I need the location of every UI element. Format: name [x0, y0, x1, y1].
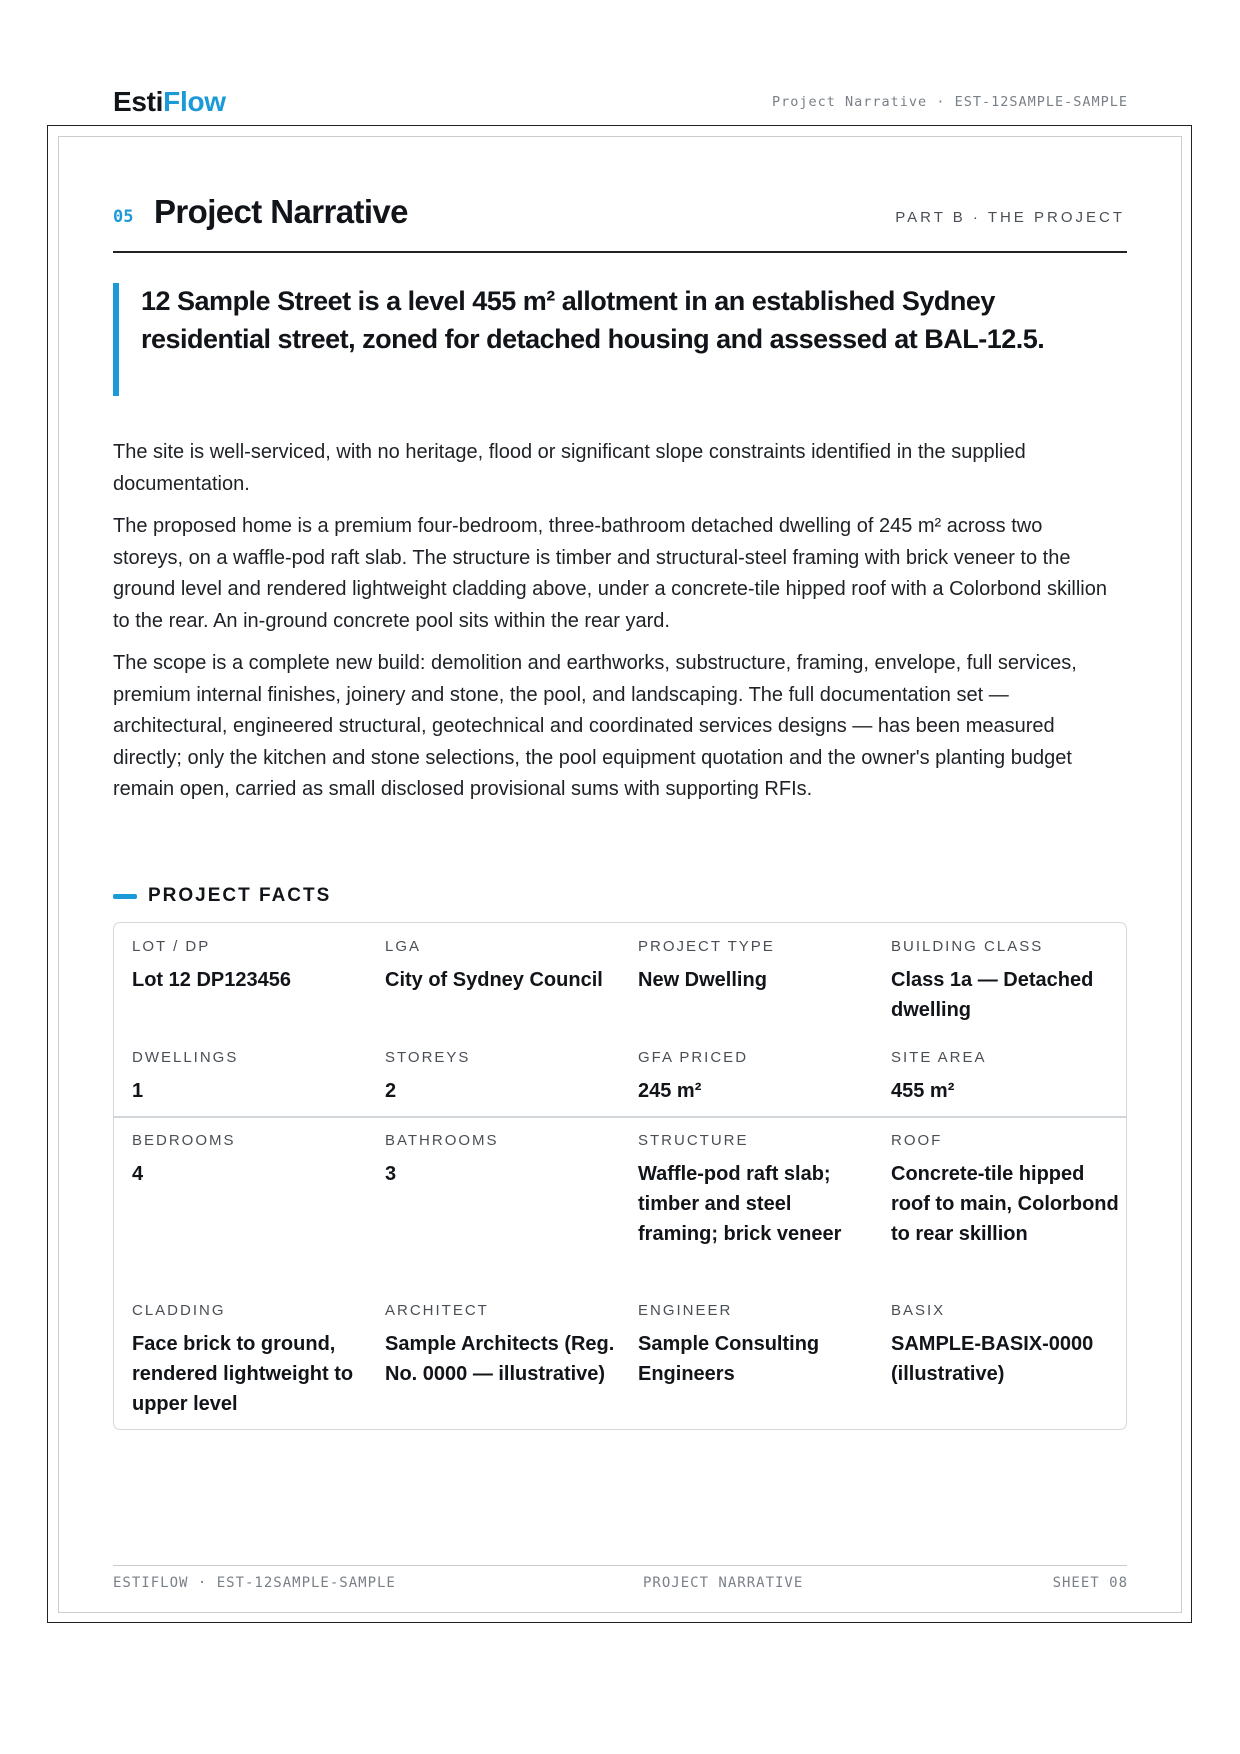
- fact-label: STRUCTURE: [638, 1132, 749, 1149]
- fact-value: Class 1a — Detached dwelling: [891, 969, 1094, 1021]
- fact-label: ROOF: [891, 1132, 943, 1149]
- fact-lot-dp: [132, 938, 362, 995]
- narrative-paragraph: The proposed home is a premium four-bedroom, three-bathroom detached dwelling of 245 m² across two storeys, on a waffle-pod raft slab. The structure is timber and structural-steel framing with brick veneer to the ground level and rendered lightweight cladding above, under a concrete-tile hipped roof with a Colorbond skillion to the rear. An in-ground concrete pool sits within the rear yard.: [113, 515, 1107, 632]
- fact-bathrooms: [385, 1132, 615, 1189]
- fact-label: DWELLINGS: [132, 1049, 239, 1066]
- narrative-body: [113, 437, 1113, 817]
- section-number: 05: [113, 207, 134, 227]
- fact-value: New Dwelling: [638, 969, 767, 991]
- fact-value: 245 m²: [638, 1080, 702, 1102]
- footer-section-name: PROJECT NARRATIVE: [643, 1575, 804, 1591]
- fact-value: 3: [385, 1163, 397, 1185]
- fact-roof: [891, 1132, 1121, 1249]
- estiflow-logo: [113, 86, 226, 118]
- narrative-paragraph: The site is well-serviced, with no heritage, flood or significant slope constraints identified in the supplied documentation.: [113, 441, 1026, 495]
- logo-text-esti: Esti: [113, 86, 164, 117]
- fact-label: BASIX: [891, 1302, 946, 1319]
- fact-label: BATHROOMS: [385, 1132, 499, 1149]
- document-reference: Project Narrative · EST-12SAMPLE-SAMPLE: [772, 94, 1128, 110]
- fact-basix: [891, 1302, 1121, 1389]
- fact-bedrooms: [132, 1132, 362, 1189]
- section-divider: [113, 251, 1127, 253]
- project-facts-divider: [114, 1116, 1126, 1118]
- fact-storeys: [385, 1049, 615, 1106]
- fact-value: SAMPLE-BASIX-0000 (illustrative): [891, 1333, 1094, 1385]
- fact-project-type: [638, 938, 868, 995]
- fact-value: Face brick to ground, rendered lightweight to upper level: [132, 1333, 354, 1415]
- fact-building-class: [891, 938, 1121, 1025]
- lead-accent-bar: [113, 283, 119, 396]
- fact-label: LOT / DP: [132, 938, 211, 955]
- page-title: Project Narrative: [154, 193, 408, 230]
- fact-label: BEDROOMS: [132, 1132, 236, 1149]
- fact-structure: [638, 1132, 868, 1249]
- fact-value: 1: [132, 1080, 144, 1102]
- fact-cladding: [132, 1302, 362, 1419]
- section-part-label: PART B · THE PROJECT: [895, 209, 1125, 226]
- footer-document-id: ESTIFLOW · EST-12SAMPLE-SAMPLE: [113, 1575, 396, 1591]
- fact-value: 4: [132, 1163, 144, 1185]
- fact-label: STOREYS: [385, 1049, 471, 1066]
- project-facts-heading: [113, 885, 331, 907]
- fact-value: Waffle-pod raft slab; timber and steel framing; brick veneer: [638, 1163, 842, 1245]
- fact-value: 2: [385, 1080, 397, 1102]
- fact-value: Sample Architects (Reg. No. 0000 — illustrative): [385, 1333, 615, 1385]
- fact-label: PROJECT TYPE: [638, 938, 775, 955]
- fact-label: LGA: [385, 938, 422, 955]
- fact-label: GFA PRICED: [638, 1049, 749, 1066]
- fact-value: Lot 12 DP123456: [132, 969, 291, 991]
- fact-label: ENGINEER: [638, 1302, 733, 1319]
- fact-value: Concrete-tile hipped roof to main, Colorbond to rear skillion: [891, 1163, 1119, 1245]
- heading-dash-icon: [113, 894, 137, 899]
- fact-engineer: [638, 1302, 868, 1389]
- lead-statement: 12 Sample Street is a level 455 m² allotment in an established Sydney residential street, zoned for detached housing and assessed at BAL-12.5.: [141, 286, 1045, 354]
- fact-value: Sample Consulting Engineers: [638, 1333, 820, 1385]
- fact-label: ARCHITECT: [385, 1302, 489, 1319]
- project-facts-title: PROJECT FACTS: [148, 885, 332, 906]
- fact-architect: [385, 1302, 615, 1389]
- logo-text-flow: Flow: [163, 86, 226, 117]
- fact-lga: [385, 938, 615, 995]
- footer-sheet-number: SHEET 08: [1052, 1575, 1128, 1591]
- narrative-paragraph: The scope is a complete new build: demolition and earthworks, substructure, framing, envelope, full services, premium internal finishes, joinery and stone, the pool, and landscaping. The full documentation set — architectural, engineered structural, geotechnical and coordinated services designs — has been measured directly; only the kitchen and stone selections, the pool equipment quotation and the owner's planting budget remain open, carried as small disclosed provisional sums with supporting RFIs.: [113, 652, 1077, 800]
- fact-value: City of Sydney Council: [385, 969, 603, 991]
- fact-gfa-priced: [638, 1049, 868, 1106]
- fact-label: CLADDING: [132, 1302, 226, 1319]
- fact-label: SITE AREA: [891, 1049, 987, 1066]
- fact-value: 455 m²: [891, 1080, 955, 1102]
- fact-dwellings: [132, 1049, 362, 1106]
- fact-site-area: [891, 1049, 1121, 1106]
- fact-label: BUILDING CLASS: [891, 938, 1044, 955]
- footer-divider: [113, 1565, 1127, 1566]
